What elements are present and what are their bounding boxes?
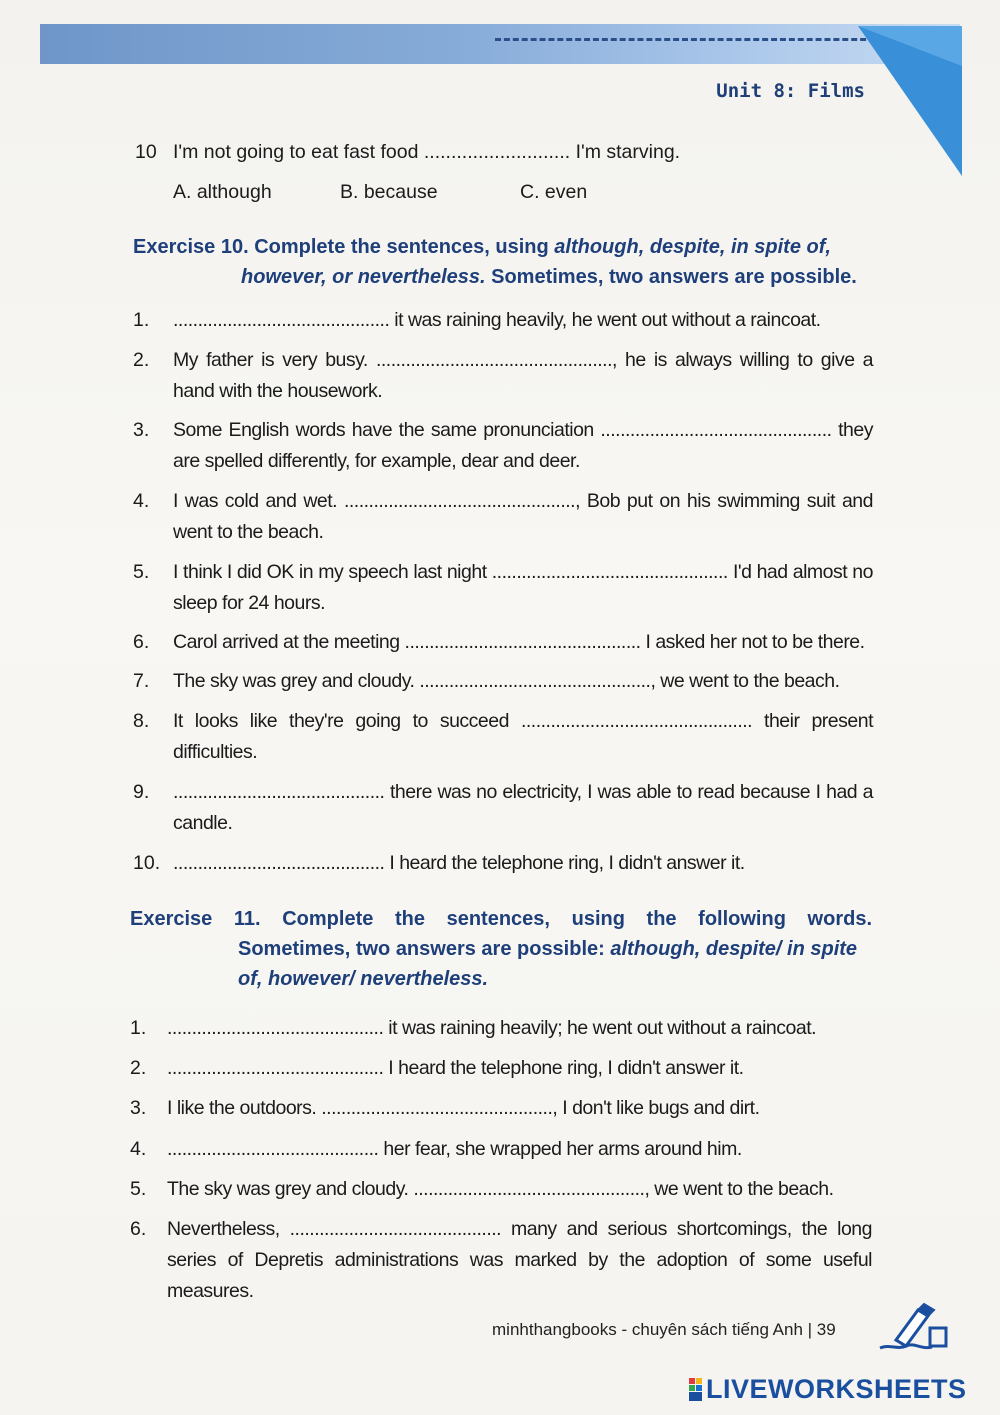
- option-b: B. because: [340, 181, 438, 203]
- option-a: A. although: [173, 181, 272, 203]
- question-number: 10: [135, 141, 157, 163]
- item-text: ............................................ I heard the telephone ring, I didn't answer it.: [167, 1057, 744, 1079]
- item-text: It looks like they're going to succeed ............................................... their present difficulties.: [173, 710, 873, 763]
- exercise-11-title: Exercise 11. Complete the sentences, using the following words. Sometimes, two answers are possible: although, despite/ in spite of, however/ nevertheless.: [130, 908, 872, 990]
- liveworksheets-watermark: LIVEWORKSHEETS: [706, 1374, 967, 1404]
- item-text: ........................................... there was no electricity, I was able to read because I had a candle.: [173, 781, 873, 834]
- item-text: Nevertheless, ........................................... many and serious shortcomings, the long series of Depretis administrations was marked by the adoption of some useful measures.: [167, 1218, 872, 1302]
- item-text: ............................................ it was raining heavily, he went out without a raincoat.: [173, 309, 821, 331]
- page-footer: minhthangbooks - chuyên sách tiếng Anh | 39: [492, 1320, 836, 1339]
- item-text: I think I did OK in my speech last night ................................................ I'd had almost no sleep for 24 hours.: [173, 561, 873, 614]
- item-text: Carol arrived at the meeting ................................................ I asked her not to be there.: [173, 631, 865, 653]
- item-text: ............................................ it was raining heavily; he went out without a raincoat.: [167, 1017, 817, 1039]
- header-banner: [40, 24, 960, 64]
- item-text: The sky was grey and cloudy. ..............................................., we went to the beach.: [173, 670, 840, 692]
- worksheet-page: Unit 8: Films 10 I'm not going to eat fast food ........................... I'm starving. A. although B. because C. even Exercise 10. Complete the sentences, using although, despite, in spite of, however, or nevertheless. Sometimes, two answers are possible. 1. ............................................ it was raining heavily, he went out without a raincoat. 2. My father is very busy. ................................................, he is always willing to give a hand with the housework. 3. Some English words have the same pronunciation ............................................... they are spelled differently, for example, dear and deer. 4. I was cold and wet. ..............................................., Bob put on his swimming suit and went to the beach. 5. I think I did OK in my speech last night ................................................ I'd had almost no sleep for 24 hours. 6. Carol arrived at the meeting ................................................ I asked her not to be there. 7. The sky was grey and cloudy. ..............................................., we went to the beach. 8. It looks like they're going to succeed ............................................... their present difficulties. 9. ........................................... there was no electricity, I was able to read because I had a candle. 10. ........................................... I heard the telephone ring, I didn't answer it. Exercise 11. Complete the sentences, using the following words. Sometimes, two answers are possible: although, despite/ in spite of, however/ nevertheless. 1. ............................................ it was raining heavily; he went out without a raincoat. 2. ............................................ I heard the telephone ring, I didn't answer it. 3. I like the outdoors. ..............................................., I don't like bugs and dirt. 4. ........................................... her fear, she wrapped her arms around him. 5. The sky was grey and cloudy. ..............................................., we went to the beach. 6. Nevertheless, ........................................... many and serious shortcomings, the long series of Depretis administrations was marked by the adoption of some useful measures. minhthangbooks - chuyên sách tiếng Anh | 39 LIVEWORKSHEETS: [0, 0, 1000, 1415]
- item-text: Some English words have the same pronunciation ............................................... they are spelled differently, for example, dear and deer.: [173, 419, 873, 472]
- question-text: I'm not going to eat fast food ........................... I'm starving.: [173, 141, 681, 163]
- item-text: The sky was grey and cloudy. ..............................................., we went to the beach.: [167, 1178, 834, 1200]
- item-text: I was cold and wet. ..............................................., Bob put on his swimming suit and went to the beach.: [173, 490, 873, 543]
- header-dashed-line: [495, 38, 875, 41]
- item-text: My father is very busy. ................................................, he is always willing to give a hand with the housework.: [173, 349, 873, 402]
- carryover-question: [135, 137, 875, 169]
- unit-title: Unit 8: Films: [716, 80, 865, 102]
- item-text: ........................................... I heard the telephone ring, I didn't answer it.: [173, 852, 745, 874]
- pen-writing-icon: [876, 1300, 954, 1360]
- item-text: I like the outdoors. ..............................................., I don't like bugs and dirt.: [167, 1097, 760, 1119]
- item-text: ........................................... her fear, she wrapped her arms around him.: [167, 1138, 742, 1160]
- exercise-10-title: Exercise 10. Complete the sentences, using although, despite, in spite of, however, or nevertheless. Sometimes, two answers are possible.: [133, 236, 857, 288]
- option-c: C. even: [520, 181, 588, 203]
